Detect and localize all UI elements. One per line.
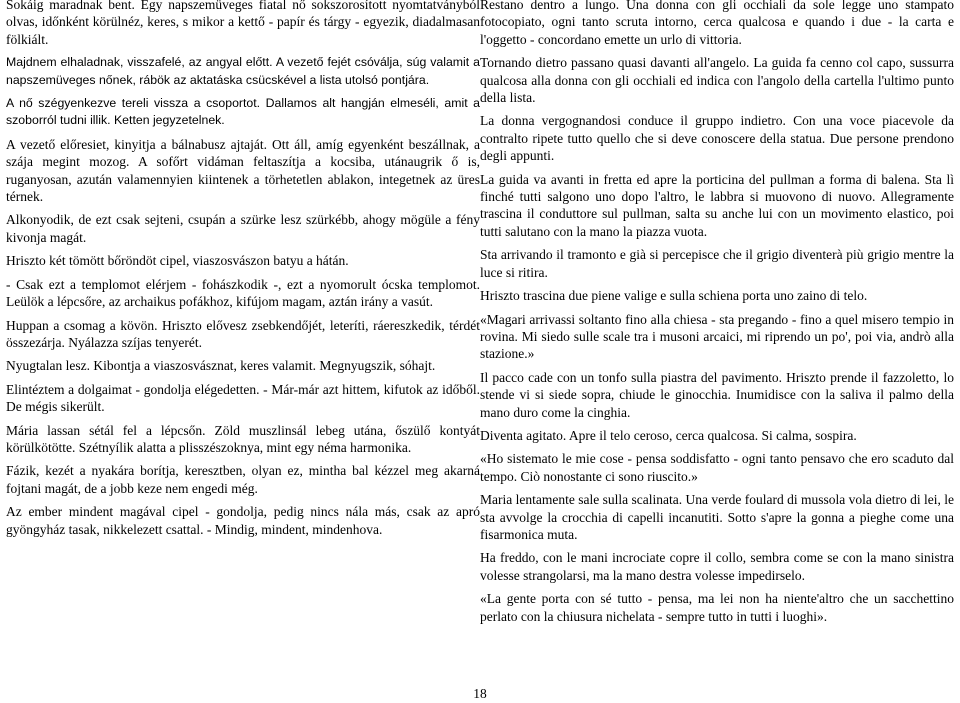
paragraph: Diventa agitato. Apre il telo ceroso, cerca qualcosa. Si calma, sospira.	[480, 427, 857, 443]
paragraph: Tornando dietro passano quasi davanti all'angelo. La guida fa cenno col capo, sussurra qualcosa alla donna con gli occhiali ed indica con l'angolo della cartella l'ultimo punto della lista.	[480, 55, 954, 106]
paragraph: Sokáig maradnak bent. Egy napszemüveges fiatal nő sokszorosított nyomtatványból olvas, időnként körülnéz, keres, s mikor a kettő - papír és tárgy - egyezik, diadalmasan fölkiált.	[6, 0, 480, 47]
paragraph: Elintéztem a dolgaimat - gondolja elégedetten. - Már-már azt hittem, kifutok az időből. De mégis sikerült.	[6, 381, 480, 415]
paragraph: Az ember mindent magával cipel - gondolja, pedig nincs nála más, csak az apró gyöngyház tasak, nikkelezett csattal. - Mindig, mindent, mindenhova.	[6, 504, 480, 537]
paragraph: La donna vergognandosi conduce il gruppo indietro. Con una voce piacevole da contralto ripete tutto quello che si deve conoscere della statua. Due persone prendono degli appunti.	[480, 113, 954, 164]
paragraph: Il pacco cade con un tonfo sulla piastra del pavimento. Hriszto prende il fazzoletto, lo stende vi si siede sopra, chiude le ginocchia. Inumidisce con la saliva il palmo della mano duro come la cinghia.	[480, 369, 954, 420]
paragraph: Hriszto két tömött bőröndöt cipel, viaszosvászon batyu a hátán.	[6, 253, 349, 269]
paragraph: «La gente porta con sé tutto - pensa, ma lei non ha niente'altro che un sacchettino perlato con la chiusura nichelata - sempre tutto in tutti i luoghi».	[480, 591, 954, 624]
paragraph: Hriszto trascina due piene valige e sulla schiena porta uno zaino di telo.	[480, 288, 868, 304]
paragraph: Mária lassan sétál fel a lépcsőn. Zöld muszlinsál lebeg utána, őszülő kontyát körülkötötte. Szétnyílik alatta a plisszészoknya, mint egy néma harmonika.	[6, 422, 480, 455]
paragraph: A nő szégyenkezve tereli vissza a csoportot. Dallamos alt hangján elmeséli, amit a szoborról tudni illik. Ketten jegyzetelnek.	[6, 96, 480, 128]
paragraph: - Csak ezt a templomot elérjem - fohászkodik -, ezt a nyomorult ócska templomot. Leülök a lépcsőre, az archaikus pofákhoz, kifújom magam, aztán irány a vasút.	[6, 276, 480, 310]
paragraph: La guida va avanti in fretta ed apre la porticina del pullman a forma di balena. Sta lì finché tutti salgono uno dopo l'altro, le labbra si muovono di nuovo. Allegramente trascina il conduttore sul pullman, salta su anche lui con un movimento elastico, poi tutti salutano con la mano la piazza vuota.	[480, 171, 954, 239]
paragraph: Restano dentro a lungo. Una donna con gli occhiali da sole legge uno stampato fotocopiato, ogni tanto scruta intorno, cerca qualcosa e quando i due - la carta e l'oggetto - concordano emette un urlo di vittoria.	[480, 0, 954, 47]
paragraph: Alkonyodik, de ezt csak sejteni, csupán a szürke lesz szürkébb, ahogy mögüle a fény kivonja magát.	[6, 212, 480, 245]
paragraph: Huppan a csomag a kövön. Hriszto elővesz zsebkendőjét, leteríti, ráereszkedik, térdét összezárja. Nyálazza szíjas tenyerét.	[6, 317, 480, 350]
page-number: 18	[473, 686, 487, 701]
paragraph: Ha freddo, con le mani incrociate copre il collo, sembra come se con la mano sinistra volesse strangolarsi, ma la mano destra volesse impedirselo.	[480, 550, 954, 583]
paragraph: Sta arrivando il tramonto e già si percepisce che il grigio diventerà più grigio mentre la luce si ritira.	[480, 247, 954, 280]
paragraph: Fázik, kezét a nyakára borítja, keresztben, olyan ez, mintha bal kézzel meg akarná fojtani magát, de a jobb keze nem engedi még.	[6, 463, 480, 496]
paragraph: Maria lentamente sale sulla scalinata. Una verde foulard di mussola vola dietro di lei, le sta avvolge la crocchia di capelli incanutiti. Sotto s'apre la gonna a pieghe come una fisarmonica muta.	[480, 492, 954, 542]
paragraph: Nyugtalan lesz. Kibontja a viaszosvásznat, keres valamit. Megnyugszik, sóhajt.	[6, 358, 436, 374]
right-column-italian	[480, 0, 954, 631]
left-column-hungarian	[6, 0, 480, 544]
paragraph: «Magari arrivassi soltanto fino alla chiesa - sta pregando - fino a quel misero tempio in rovina. Mi siedo sulle scale tra i musoni arcaici, mi riprendo un po', poi via, andrò alla stazione.»	[480, 311, 954, 362]
paragraph: «Ho sistemato le mie cose - pensa soddisfatto - ogni tanto pensavo che ero scaduto dal tempo. Ciò nonostante ci sono riuscito.»	[480, 451, 954, 484]
paragraph: Majdnem elhaladnak, visszafelé, az angyal előtt. A vezető fejét csóválja, súg valamit a napszemüveges nőnek, rábök az aktatáska csücskével a lista utolsó pontjára.	[6, 55, 480, 87]
paragraph: A vezető előresiet, kinyitja a bálnabusz ajtaját. Ott áll, amíg egyenként beszállnak, a szája megint mozog. A sofőrt vidáman feltaszítja a kocsiba, utánaugrik ő is, ruganyosan, azután valamennyien kiintenek a törhetetlen ablakon, integetnek az üres térnek.	[6, 136, 480, 205]
